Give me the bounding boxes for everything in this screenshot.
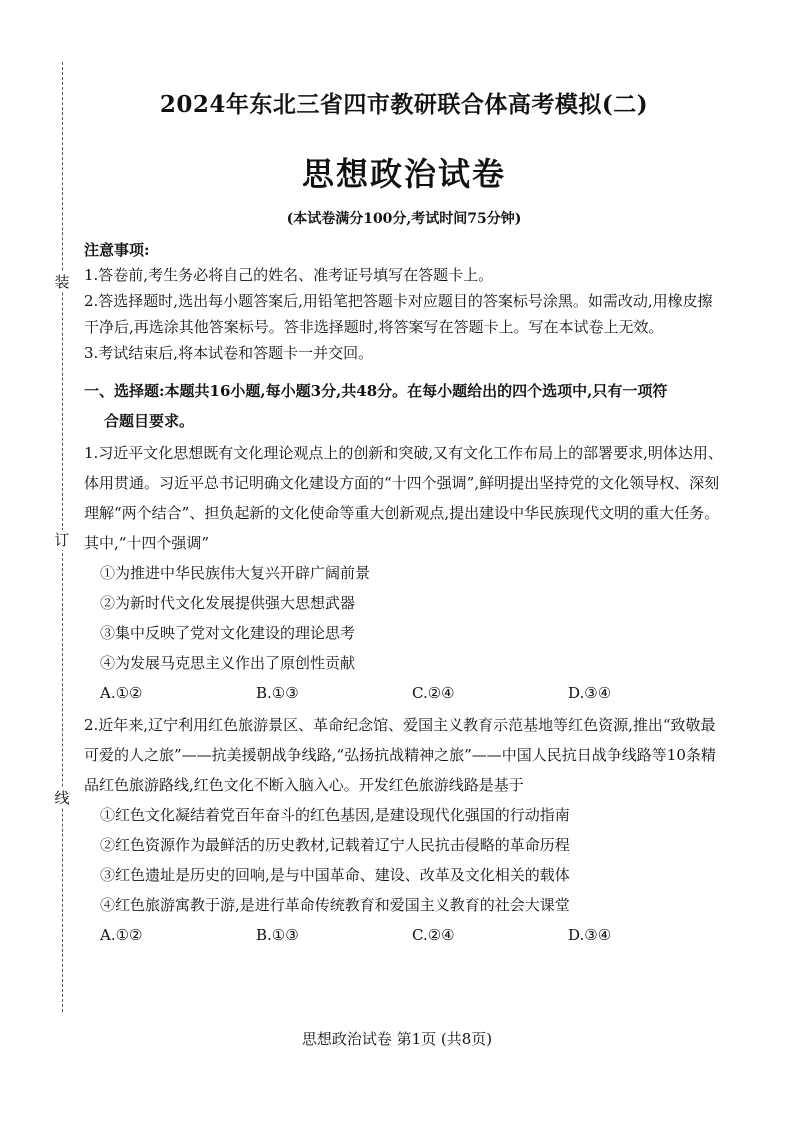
- statement-2: ②为新时代文化发展提供强大思想武器: [100, 594, 356, 612]
- section-heading-line2: 合题目要求。: [104, 412, 195, 430]
- note-item: [84, 288, 724, 340]
- exam-title: 2024年东北三省四市教研联合体高考模拟(二): [159, 91, 649, 118]
- question-2: [84, 710, 724, 950]
- answer-choices: [84, 678, 724, 708]
- choice-c: C.②④: [412, 926, 455, 944]
- choice-a: A.①②: [100, 684, 143, 702]
- statement-3: ③红色遗址是历史的回响,是与中国革命、建设、改革及文化相关的载体: [100, 866, 570, 884]
- statement-2: ②红色资源作为最鲜活的历史教材,记载着辽宁人民抗击侵略的革命历程: [100, 836, 570, 854]
- exam-info: (本试卷满分100分,考试时间75分钟): [286, 211, 522, 227]
- binding-mark-xian: 线: [52, 788, 72, 808]
- statement-4: ④红色旅游寓教于游,是进行革命传统教育和爱国主义教育的社会大课堂: [100, 896, 570, 914]
- statement-3: ③集中反映了党对文化建设的理论思考: [100, 624, 356, 642]
- statement-1: ①红色文化凝结着党百年奋斗的红色基因,是建设现代化强国的行动指南: [100, 806, 570, 824]
- statement-1: ①为推进中华民族伟大复兴开辟广阔前景: [100, 564, 371, 582]
- exam-page: [84, 88, 724, 950]
- question-1: [84, 438, 724, 708]
- choice-d: D.③④: [568, 926, 612, 944]
- binding-mark-ding: 订: [52, 530, 72, 550]
- note-item-text: 2.答选择题时,选出每小题答案后,用铅笔把答题卡对应题目的答案标号涂黑。如需改动,用橡皮擦干净后,再选涂其他答案标号。答非选择题时,将答案写在答题卡上。写在本试卷上无效。: [84, 292, 713, 336]
- choice-d: D.③④: [568, 684, 612, 702]
- question-stem: 2.近年来,辽宁利用红色旅游景区、革命纪念馆、爱国主义教育示范基地等红色资源,推出“致敬最可爱的人之旅”——抗美援朝战争线路,“弘扬抗战精神之旅”——中国人民抗日战争线路等10条精品红色旅游路线,红色文化不断入脑入心。开发红色旅游线路是基于: [84, 716, 716, 794]
- choice-b: B.①③: [256, 926, 299, 944]
- binding-mark-zhuang: 装: [52, 272, 72, 292]
- answer-choices: [84, 920, 724, 950]
- choice-c: C.②④: [412, 684, 455, 702]
- page-footer: 思想政治试卷 第1页 (共8页): [301, 1030, 493, 1048]
- notes-heading: 注意事项:: [84, 241, 150, 259]
- choice-a: A.①②: [100, 926, 143, 944]
- subject-title: 思想政治试卷: [301, 155, 506, 193]
- statement-4: ④为发展马克思主义作出了原创性贡献: [100, 654, 356, 672]
- question-stem: 1.习近平文化思想既有文化理论观点上的创新和突破,又有文化工作布局上的部署要求,明体达用、体用贯通。习近平总书记明确文化建设方面的“十四个强调”,鲜明提出坚持党的文化领导权、深刻理解“两个结合”、担负起新的文化使命等重大创新观点,提出建设中华民族现代文明的重大任务。其中,“十四个强调”: [84, 444, 723, 552]
- section-heading-line1: 一、选择题:本题共16小题,每小题3分,共48分。在每小题给出的四个选项中,只有一项符: [84, 382, 668, 400]
- note-item: 1.答卷前,考生务必将自己的姓名、准考证号填写在答题卡上。: [84, 266, 494, 284]
- section-heading: [84, 376, 724, 436]
- note-item: 3.考试结束后,将本试卷和答题卡一并交回。: [84, 344, 374, 362]
- choice-b: B.①③: [256, 684, 299, 702]
